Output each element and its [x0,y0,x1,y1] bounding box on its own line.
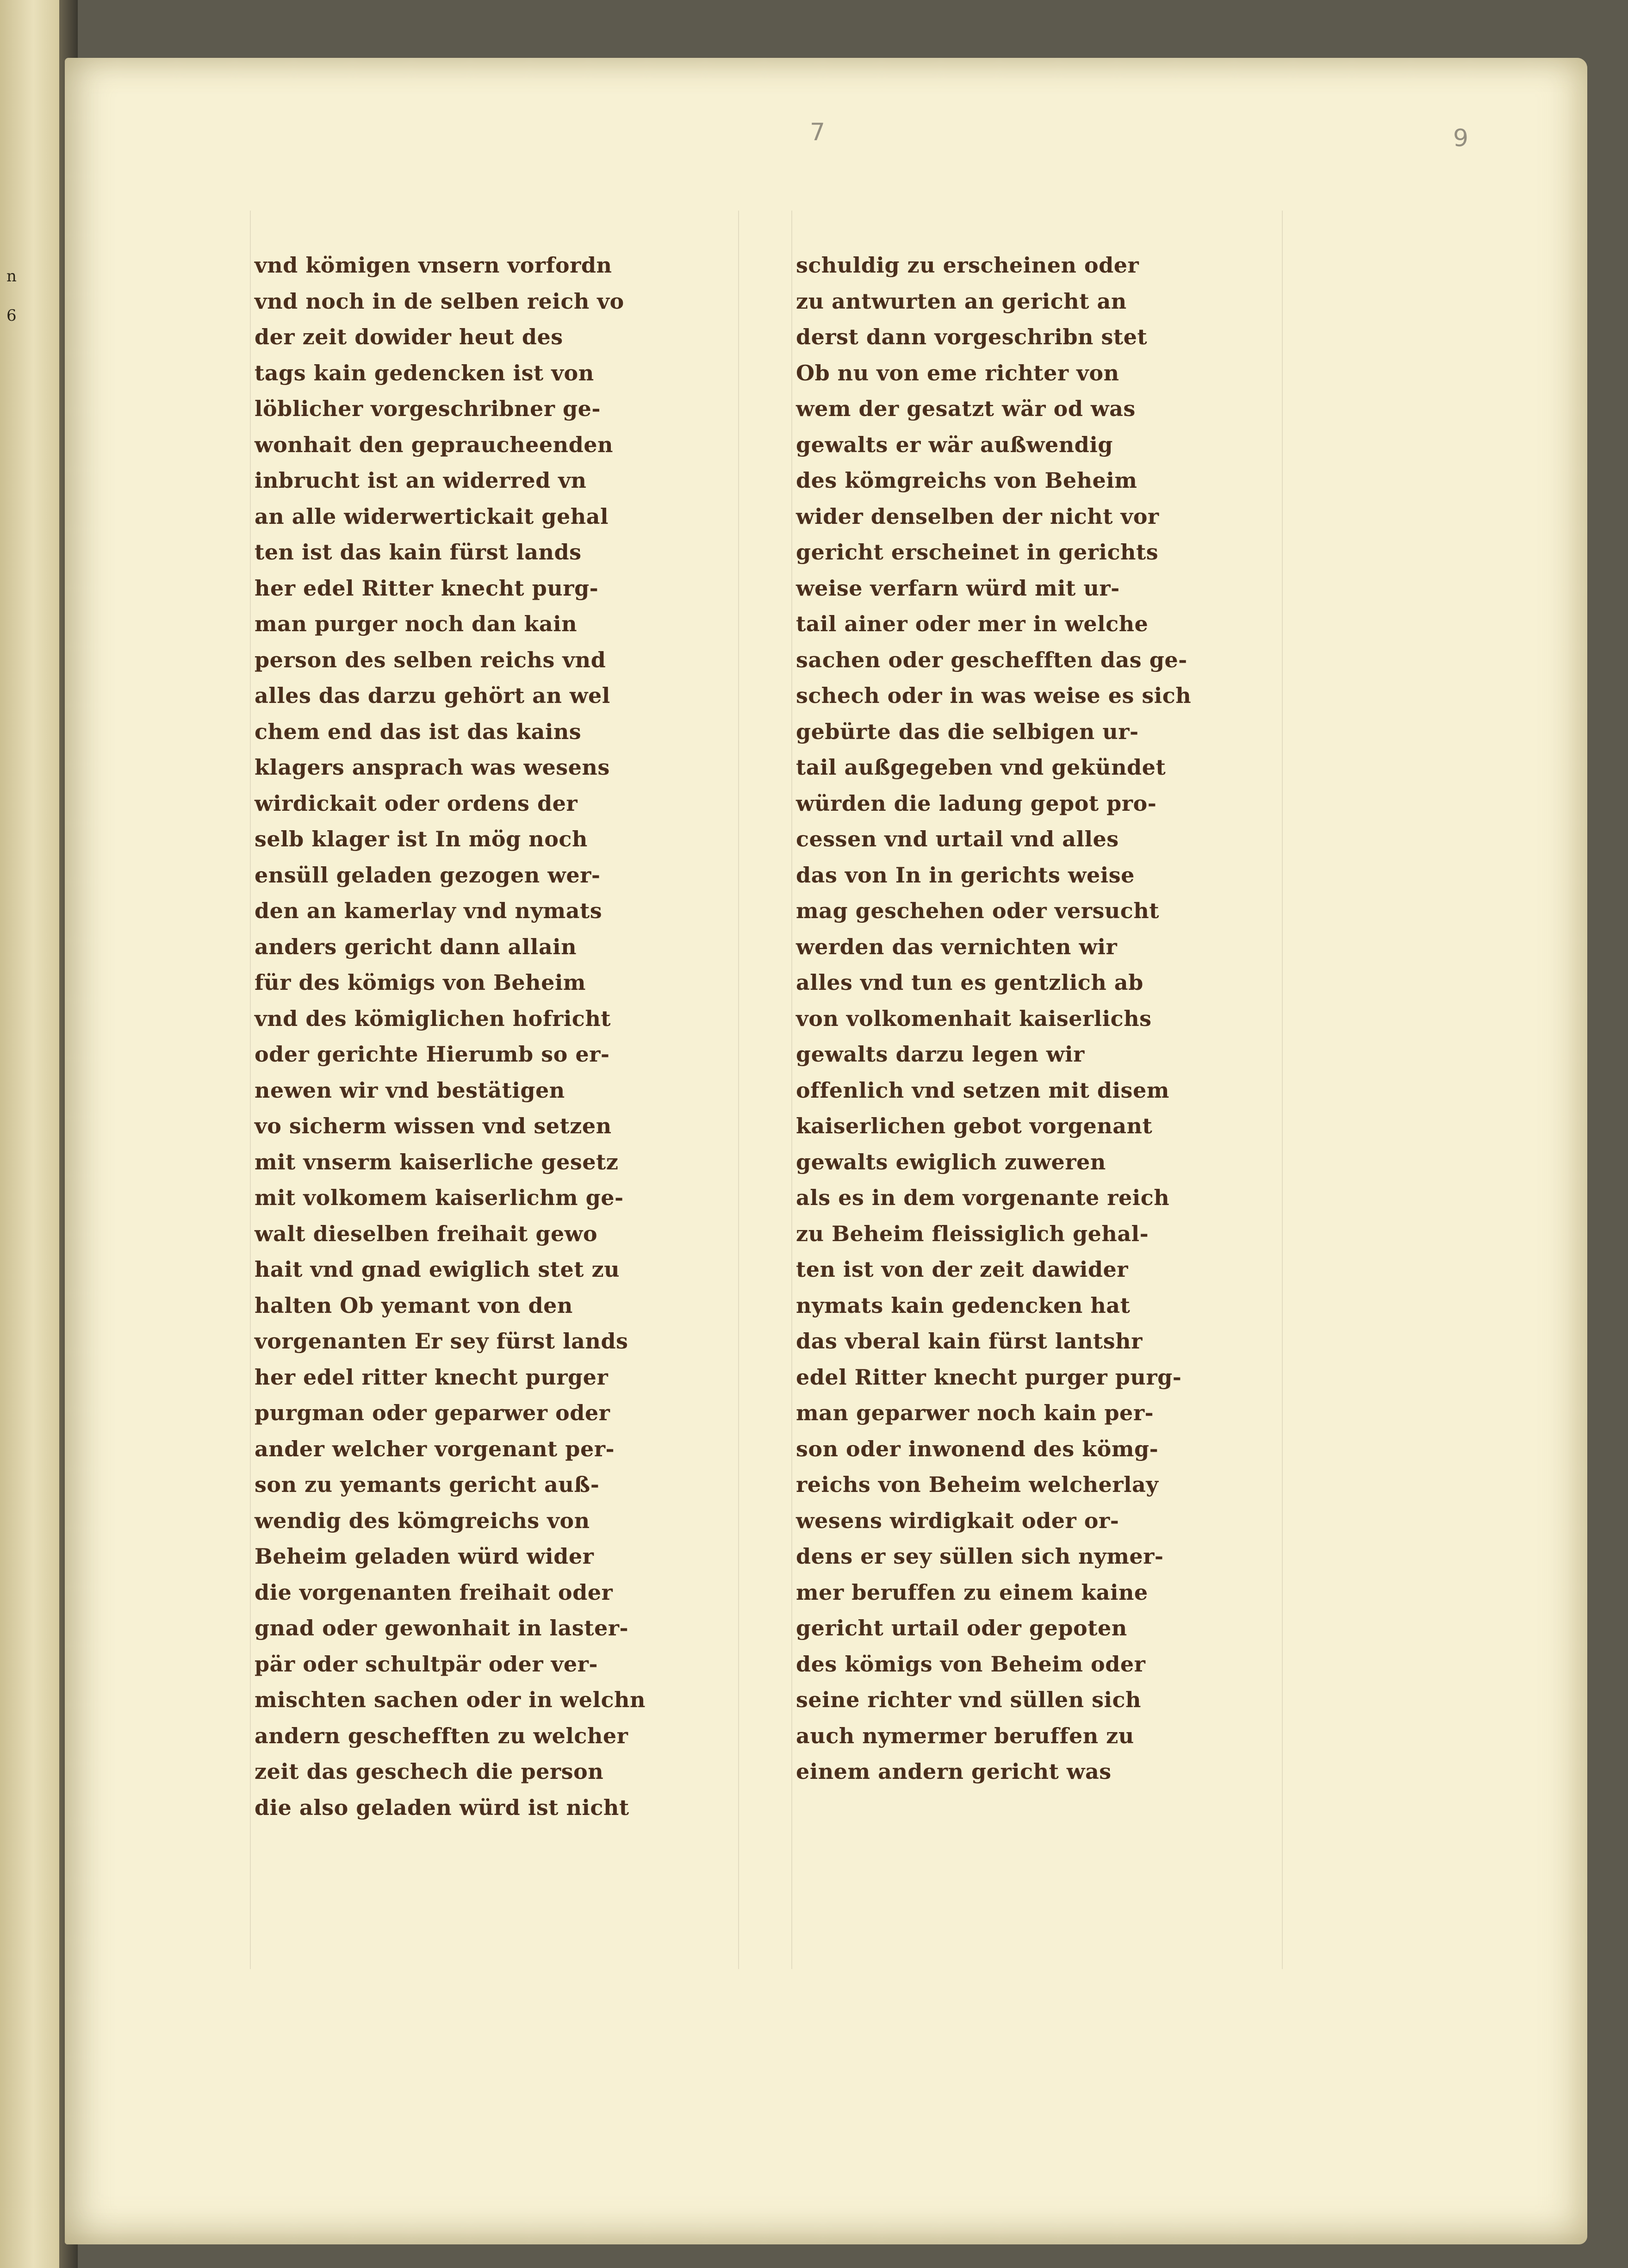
manuscript-line: andern geschefften zu welcher [255,1723,628,1748]
manuscript-line: newen wir vnd bestätigen [255,1077,565,1103]
manuscript-line: wem der gesatzt wär od was [796,396,1136,421]
manuscript-line: schech oder in was weise es sich [796,683,1192,708]
manuscript-line: wonhait den gepraucheenden [255,432,613,457]
manuscript-line: zeit das geschech die person [255,1759,604,1784]
pencil-folio-number: 7 [810,118,826,146]
manuscript-line: ander welcher vorgenant per- [255,1436,615,1461]
manuscript-line: das von In in gerichts weise [796,862,1135,888]
facing-page-fragment: 6 [6,306,17,325]
manuscript-line: cessen vnd urtail vnd alles [796,826,1119,851]
manuscript-line: Beheim geladen würd wider [255,1544,594,1569]
manuscript-line: gewalts ewiglich zuweren [796,1149,1106,1174]
manuscript-line: vnd noch in de selben reich vo [255,288,624,314]
manuscript-line: chem end das ist das kains [255,719,582,744]
facing-page-fragment: n [6,267,17,286]
manuscript-line: halten Ob yemant von den [255,1292,573,1318]
manuscript-line: gewalts er wär außwendig [796,432,1113,457]
manuscript-line: auch nymermer beruffen zu [796,1723,1134,1748]
manuscript-line: zu antwurten an gericht an [796,288,1127,314]
manuscript-line: oder gerichte Hierumb so er- [255,1042,610,1067]
manuscript-line: einem andern gericht was [796,1759,1112,1784]
manuscript-line: ten ist das kain fürst lands [255,540,582,565]
manuscript-line: seine richter vnd süllen sich [796,1687,1141,1712]
manuscript-line: tail ainer oder mer in welche [796,611,1149,636]
manuscript-line: mischten sachen oder in welchn [255,1687,646,1712]
manuscript-line: alles vnd tun es gentzlich ab [796,970,1143,995]
manuscript-line: wendig des kömgreichs von [255,1508,590,1533]
manuscript-line: man purger noch dan kain [255,611,578,636]
manuscript-line: gericht erscheinet in gerichts [796,540,1159,565]
manuscript-line: schuldig zu erscheinen oder [796,253,1139,278]
manuscript-line: son zu yemants gericht auß- [255,1472,600,1497]
manuscript-line: als es in dem vorgenante reich [796,1185,1170,1210]
manuscript-line: die vorgenanten freihait oder [255,1579,613,1605]
manuscript-line: inbrucht ist an widerred vn [255,468,587,493]
manuscript-line: gebürte das die selbigen ur- [796,719,1139,744]
manuscript-line: derst dann vorgeschribn stet [796,324,1148,349]
manuscript-line: edel Ritter knecht purger purg- [796,1364,1182,1390]
manuscript-line: vnd kömigen vnsern vorfordn [255,253,612,278]
text-column-right [796,248,1384,1790]
manuscript-line: wider denselben der nicht vor [796,503,1159,529]
ruling-line [250,211,251,1969]
manuscript-line: ten ist von der zeit dawider [796,1257,1128,1282]
manuscript-line: ensüll geladen gezogen wer- [255,862,601,888]
manuscript-line: an alle widerwertickait gehal [255,503,609,529]
manuscript-line: mit volkomem kaiserlichm ge- [255,1185,624,1210]
manuscript-line: werden das vernichten wir [796,934,1118,959]
manuscript-line: her edel Ritter knecht purg- [255,575,599,601]
manuscript-line: des kömigs von Beheim oder [796,1651,1146,1677]
manuscript-line: mag geschehen oder versucht [796,898,1160,923]
manuscript-line: sachen oder geschefften das ge- [796,647,1187,672]
manuscript-line: das vberal kain fürst lantshr [796,1329,1143,1354]
manuscript-line: den an kamerlay vnd nymats [255,898,603,923]
manuscript-line: her edel ritter knecht purger [255,1364,609,1390]
manuscript-line: tags kain gedencken ist von [255,360,594,385]
manuscript-line: wesens wirdigkait oder or- [796,1508,1119,1533]
manuscript-line: für des kömigs von Beheim [255,970,586,995]
manuscript-line: alles das darzu gehört an wel [255,683,610,708]
manuscript-page [65,58,1587,2244]
manuscript-line: wirdickait oder ordens der [255,790,578,816]
manuscript-line: vo sicherm wissen vnd setzen [255,1113,612,1138]
manuscript-line: weise verfarn würd mit ur- [796,575,1120,601]
manuscript-line: man geparwer noch kain per- [796,1400,1154,1425]
manuscript-line: dens er sey süllen sich nymer- [796,1544,1164,1569]
manuscript-line: hait vnd gnad ewiglich stet zu [255,1257,620,1282]
manuscript-line: selb klager ist In mög noch [255,826,588,851]
manuscript-line: anders gericht dann allain [255,934,577,959]
text-column-left [255,248,810,1826]
manuscript-line: vnd des kömiglichen hofricht [255,1006,611,1031]
manuscript-line: löblicher vorgeschribner ge- [255,396,601,421]
pencil-folio-number-corner: 9 [1453,124,1469,152]
manuscript-line: gnad oder gewonhait in laster- [255,1616,629,1640]
manuscript-line: walt dieselben freihait gewo [255,1221,598,1246]
manuscript-line: des kömgreichs von Beheim [796,468,1137,493]
manuscript-line: kaiserlichen gebot vorgenant [796,1113,1153,1138]
manuscript-line: würden die ladung gepot pro- [796,790,1157,816]
manuscript-line: von volkomenhait kaiserlichs [796,1006,1152,1031]
manuscript-line: nymats kain gedencken hat [796,1292,1131,1318]
manuscript-line: mer beruffen zu einem kaine [796,1579,1148,1605]
manuscript-line: der zeit dowider heut des [255,324,563,349]
manuscript-line: pär oder schultpär oder ver- [255,1651,598,1677]
manuscript-line: tail außgegeben vnd gekündet [796,755,1166,780]
manuscript-line: gewalts darzu legen wir [796,1042,1085,1067]
manuscript-line: person des selben reichs vnd [255,647,606,672]
manuscript-line: purgman oder geparwer oder [255,1400,610,1425]
manuscript-line: vorgenanten Er sey fürst lands [255,1329,628,1354]
manuscript-line: zu Beheim fleissiglich gehal- [796,1221,1149,1246]
manuscript-line: klagers ansprach was wesens [255,755,610,780]
manuscript-line: die also geladen würd ist nicht [255,1795,629,1820]
manuscript-line: reichs von Beheim welcherlay [796,1472,1159,1497]
manuscript-line: son oder inwonend des kömg- [796,1436,1159,1461]
manuscript-line: Ob nu von eme richter von [796,360,1119,385]
manuscript-line: gericht urtail oder gepoten [796,1616,1127,1640]
manuscript-line: offenlich vnd setzen mit disem [796,1077,1169,1103]
manuscript-line: mit vnserm kaiserliche gesetz [255,1149,619,1174]
